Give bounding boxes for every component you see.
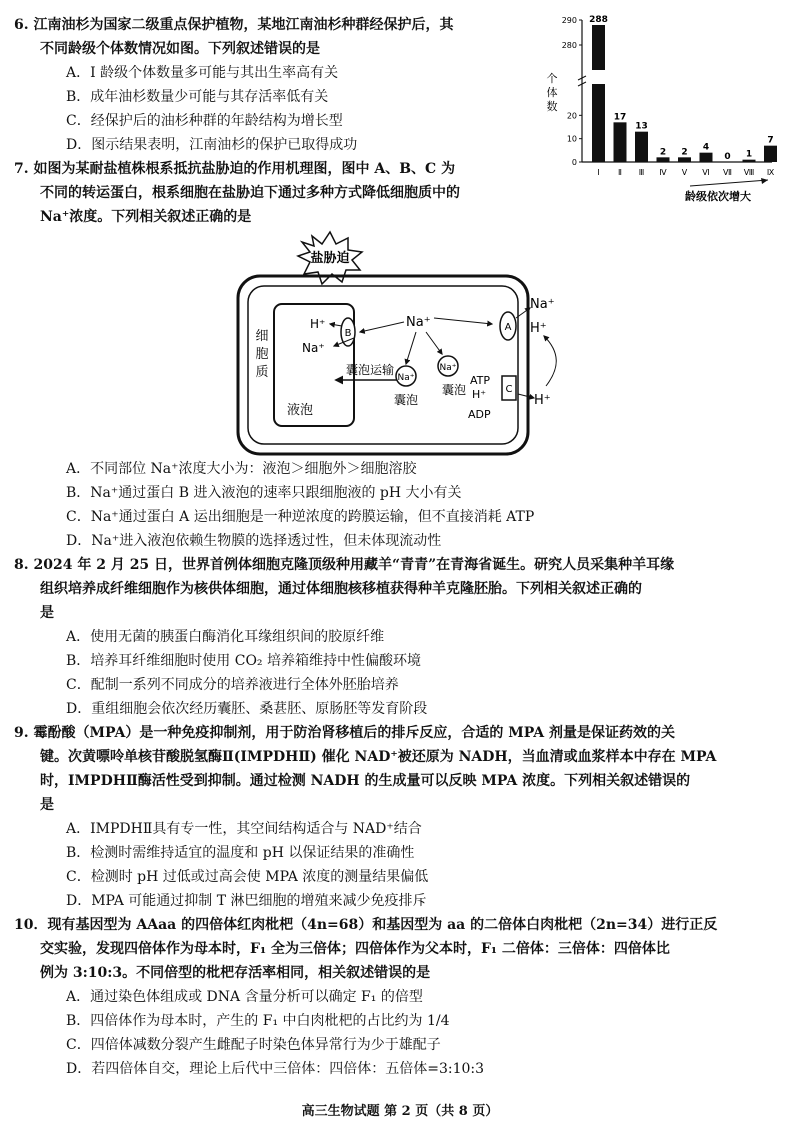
vesicle-2-na: Na⁺	[439, 363, 457, 373]
q10-option-c: C．四倍体减数分裂产生雌配子时染色体异常行为少于雄配子	[66, 1037, 441, 1053]
q6-option-c: C．经保护后的油杉种群的年龄结构为增长型	[66, 113, 343, 129]
q6-stem-line1: 6. 江南油杉为国家二级重点保护植物，某地江南油杉种群经保护后，其	[14, 17, 454, 33]
chart-x-tick-label: Ⅲ	[638, 168, 645, 177]
q9-stem-line1: 9. 霉酚酸（MPA）是一种免疫抑制剂，用于防治肾移植后的排斥反应，合适的 MPA 剂量是保证药效的关	[14, 725, 675, 741]
chart-bar	[592, 25, 605, 70]
chart-bar	[657, 157, 670, 162]
chart-y-tick-label: 280	[561, 41, 577, 50]
q7-stem-line2: 不同的转运蛋白，根系细胞在盐胁迫下通过多种方式降低细胞质中的	[40, 185, 460, 201]
chart-x-tick-label: Ⅰ	[597, 168, 600, 177]
chart-x-tick-label: Ⅴ	[681, 168, 688, 177]
q10-option-a: A．通过染色体组成或 DNA 含量分析可以确定 F₁ 的倍型	[66, 989, 423, 1005]
chart-bar	[635, 132, 648, 162]
q6-stem-line2: 不同龄级个体数情况如图。下列叙述错误的是	[40, 41, 320, 57]
chart-x-tick-label: Ⅸ	[766, 168, 775, 177]
q9-option-d: D．MPA 可能通过抑制 T 淋巴细胞的增殖来减少免疫排斥	[66, 893, 427, 909]
salt-stress-label: 盐胁迫	[310, 251, 350, 266]
chart-y-tick-label: 0	[571, 158, 577, 167]
chart-x-tick-label: Ⅷ	[743, 168, 755, 177]
chart-x-tick-label: Ⅳ	[659, 168, 667, 177]
q9-stem-line3: 时，IMPDHⅡ酶活性受到抑制。通过检测 NADH 的生成量可以反映 MPA 浓度。下列相关叙述错误的	[40, 773, 691, 789]
chart-data-label: 2	[681, 147, 688, 158]
vacuole-h-plus: H⁺	[310, 317, 326, 331]
outside-na-plus: Na⁺	[530, 297, 555, 312]
h-cycle-arrow	[544, 336, 556, 386]
cytoplasm-label-3: 质	[255, 365, 269, 380]
outside-h-plus-c: H⁺	[534, 393, 551, 408]
q7-stem-line3: Na⁺浓度。下列相关叙述正确的是	[40, 209, 252, 225]
protein-a-label: A	[504, 322, 512, 333]
b-arrow-h	[330, 324, 342, 326]
q10-option-d: D．若四倍体自交，理论上后代中三倍体：四倍体：五倍体=3:10:3	[66, 1061, 485, 1077]
salt-stress-cell-diagram	[230, 228, 590, 460]
outside-h-plus-a: H⁺	[530, 321, 547, 336]
chart-y-tick-label: 10	[566, 134, 577, 144]
chart-bar	[614, 122, 627, 162]
q7-stem-line1: 7. 如图为某耐盐植株根系抵抗盐胁迫的作用机理图，图中 A、B、C 为	[14, 161, 456, 177]
q8-stem-line1: 8. 2024 年 2 月 25 日，世界首例体细胞克隆顶级种用藏羊“青青”在青海省诞生。研究人员采集种羊耳缘	[14, 557, 675, 573]
chart-bar	[700, 153, 713, 162]
q9-stem-line2: 键。次黄嘌呤单核苷酸脱氢酶Ⅱ(IMPDHⅡ) 催化 NAD⁺被还原为 NADH，当血清或血浆样本中存在 MPA	[40, 749, 717, 765]
cytoplasm-label-2: 胞	[255, 347, 269, 362]
adp-label: ADP	[468, 408, 491, 421]
q8-option-b: B．培养耳纤维细胞时使用 CO₂ 培养箱维持中性偏酸环境	[66, 653, 421, 669]
page-footer: 高三生物试题 第 2 页（共 8 页）	[301, 1104, 499, 1119]
q9-option-a: A．IMPDHⅡ具有专一性，其空间结构适合与 NAD⁺结合	[66, 821, 422, 837]
c-h-plus: H⁺	[472, 388, 487, 401]
q9-option-c: C．检测时 pH 过低或过高会使 MPA 浓度的测量结果偏低	[66, 869, 429, 885]
q10-stem-line2: 交实验，发现四倍体作为母本时，F₁ 全为三倍体；四倍体作为父本时，F₁ 二倍体：三倍体：四倍体比	[40, 941, 670, 957]
chart-x-tick-label: Ⅶ	[723, 168, 732, 177]
atp-label: ATP	[470, 374, 491, 387]
chart-ylabel-3: 数	[546, 100, 558, 113]
chart-x-tick-label: Ⅱ	[618, 168, 622, 177]
q8-stem-line3: 是	[40, 605, 54, 621]
na-to-vesicle2-arrow	[426, 332, 442, 354]
chart-data-label: 4	[702, 142, 710, 153]
q7-option-b: B．Na⁺通过蛋白 B 进入液泡的速率只跟细胞液的 pH 大小有关	[66, 485, 462, 501]
chart-data-label: 7	[767, 135, 774, 146]
na-to-b-arrow	[360, 322, 404, 332]
chart-bar	[764, 146, 777, 162]
na-to-vesicle1-arrow	[406, 332, 416, 364]
protein-c-label: C	[505, 384, 513, 395]
vacuole-label: 液泡	[286, 403, 314, 418]
q10-stem-line3: 例为 3:10:3。不同倍型的枇杷存活率相同，相关叙述错误的是	[40, 965, 431, 981]
chart-data-label: 1	[745, 149, 753, 160]
chart-bar-break	[590, 73, 607, 77]
chart-data-label: 2	[659, 147, 667, 158]
q9-option-b: B．检测时需维持适宜的温度和 pH 以保证结果的准确性	[66, 845, 415, 861]
q10-stem-line1: 10．现有基因型为 AAaa 的四倍体红肉枇杷（4n=68）和基因型为 aa 的二倍体白肉枇杷（2n=34）进行正反	[14, 917, 718, 933]
chart-bar	[592, 84, 605, 162]
chart-data-label: 288	[589, 15, 608, 25]
q10-option-b: B．四倍体作为母本时，产生的 F₁ 中白肉枇杷的占比约为 1/4	[66, 1013, 450, 1029]
chart-ylabel-2: 体	[546, 86, 558, 99]
vesicle-transport-label: 囊泡运输	[345, 363, 395, 377]
vacuole-na-plus: Na⁺	[302, 341, 325, 355]
q7-option-a: A．不同部位 Na⁺浓度大小为：液泡＞细胞外＞细胞溶胶	[66, 461, 417, 477]
c-out-arrow	[518, 394, 534, 398]
q6-option-a: A．I 龄级个体数量多可能与其出生率高有关	[66, 65, 339, 81]
cytoplasm-na-plus: Na⁺	[406, 315, 431, 330]
vesicle-1-na: Na⁺	[397, 373, 415, 383]
vesicle-1-label: 囊泡	[393, 393, 419, 407]
na-to-a-arrow	[434, 318, 492, 324]
chart-xlabel-arrowhead	[761, 178, 768, 184]
age-class-bar-chart	[540, 10, 790, 210]
q6-option-d: D．图示结果表明，江南油杉的保护已取得成功	[66, 137, 358, 153]
chart-data-label: 13	[635, 121, 648, 132]
chart-ylabel-1: 个	[546, 72, 558, 85]
chart-xlabel: 龄级依次增大	[685, 190, 751, 203]
cytoplasm-label-1: 细	[255, 329, 269, 344]
chart-y-tick-label: 290	[561, 16, 577, 25]
chart-bar	[678, 157, 691, 162]
q7-option-d: D．Na⁺进入液泡依赖生物膜的选择透过性，但未体现流动性	[66, 533, 442, 549]
vesicle-2-label: 囊泡	[441, 383, 467, 397]
q8-stem-line2: 组织培养成纤维细胞作为核供体细胞，通过体细胞核移植获得种羊克隆胚胎。下列相关叙述正确的	[40, 581, 642, 597]
q8-option-c: C．配制一系列不同成分的培养液进行全体外胚胎培养	[66, 677, 399, 693]
chart-x-tick-label: Ⅵ	[702, 168, 710, 177]
chart-data-label: 17	[613, 112, 627, 123]
chart-y-tick-label: 20	[566, 111, 577, 121]
q9-stem-line4: 是	[40, 797, 54, 813]
chart-data-label: 0	[724, 152, 731, 162]
q7-option-c: C．Na⁺通过蛋白 A 运出细胞是一种逆浓度的跨膜运输，但不直接消耗 ATP	[66, 509, 535, 525]
q8-option-a: A．使用无菌的胰蛋白酶消化耳缘组织间的胶原纤维	[66, 629, 385, 645]
chart-xlabel-arrow	[690, 180, 768, 186]
q6-option-b: B．成年油杉数量少可能与其存活率低有关	[66, 89, 329, 105]
protein-b-label: B	[344, 328, 352, 339]
q8-option-d: D．重组细胞会依次经历囊胚、桑葚胚、原肠胚等发育阶段	[66, 701, 428, 717]
chart-bar	[743, 160, 756, 162]
